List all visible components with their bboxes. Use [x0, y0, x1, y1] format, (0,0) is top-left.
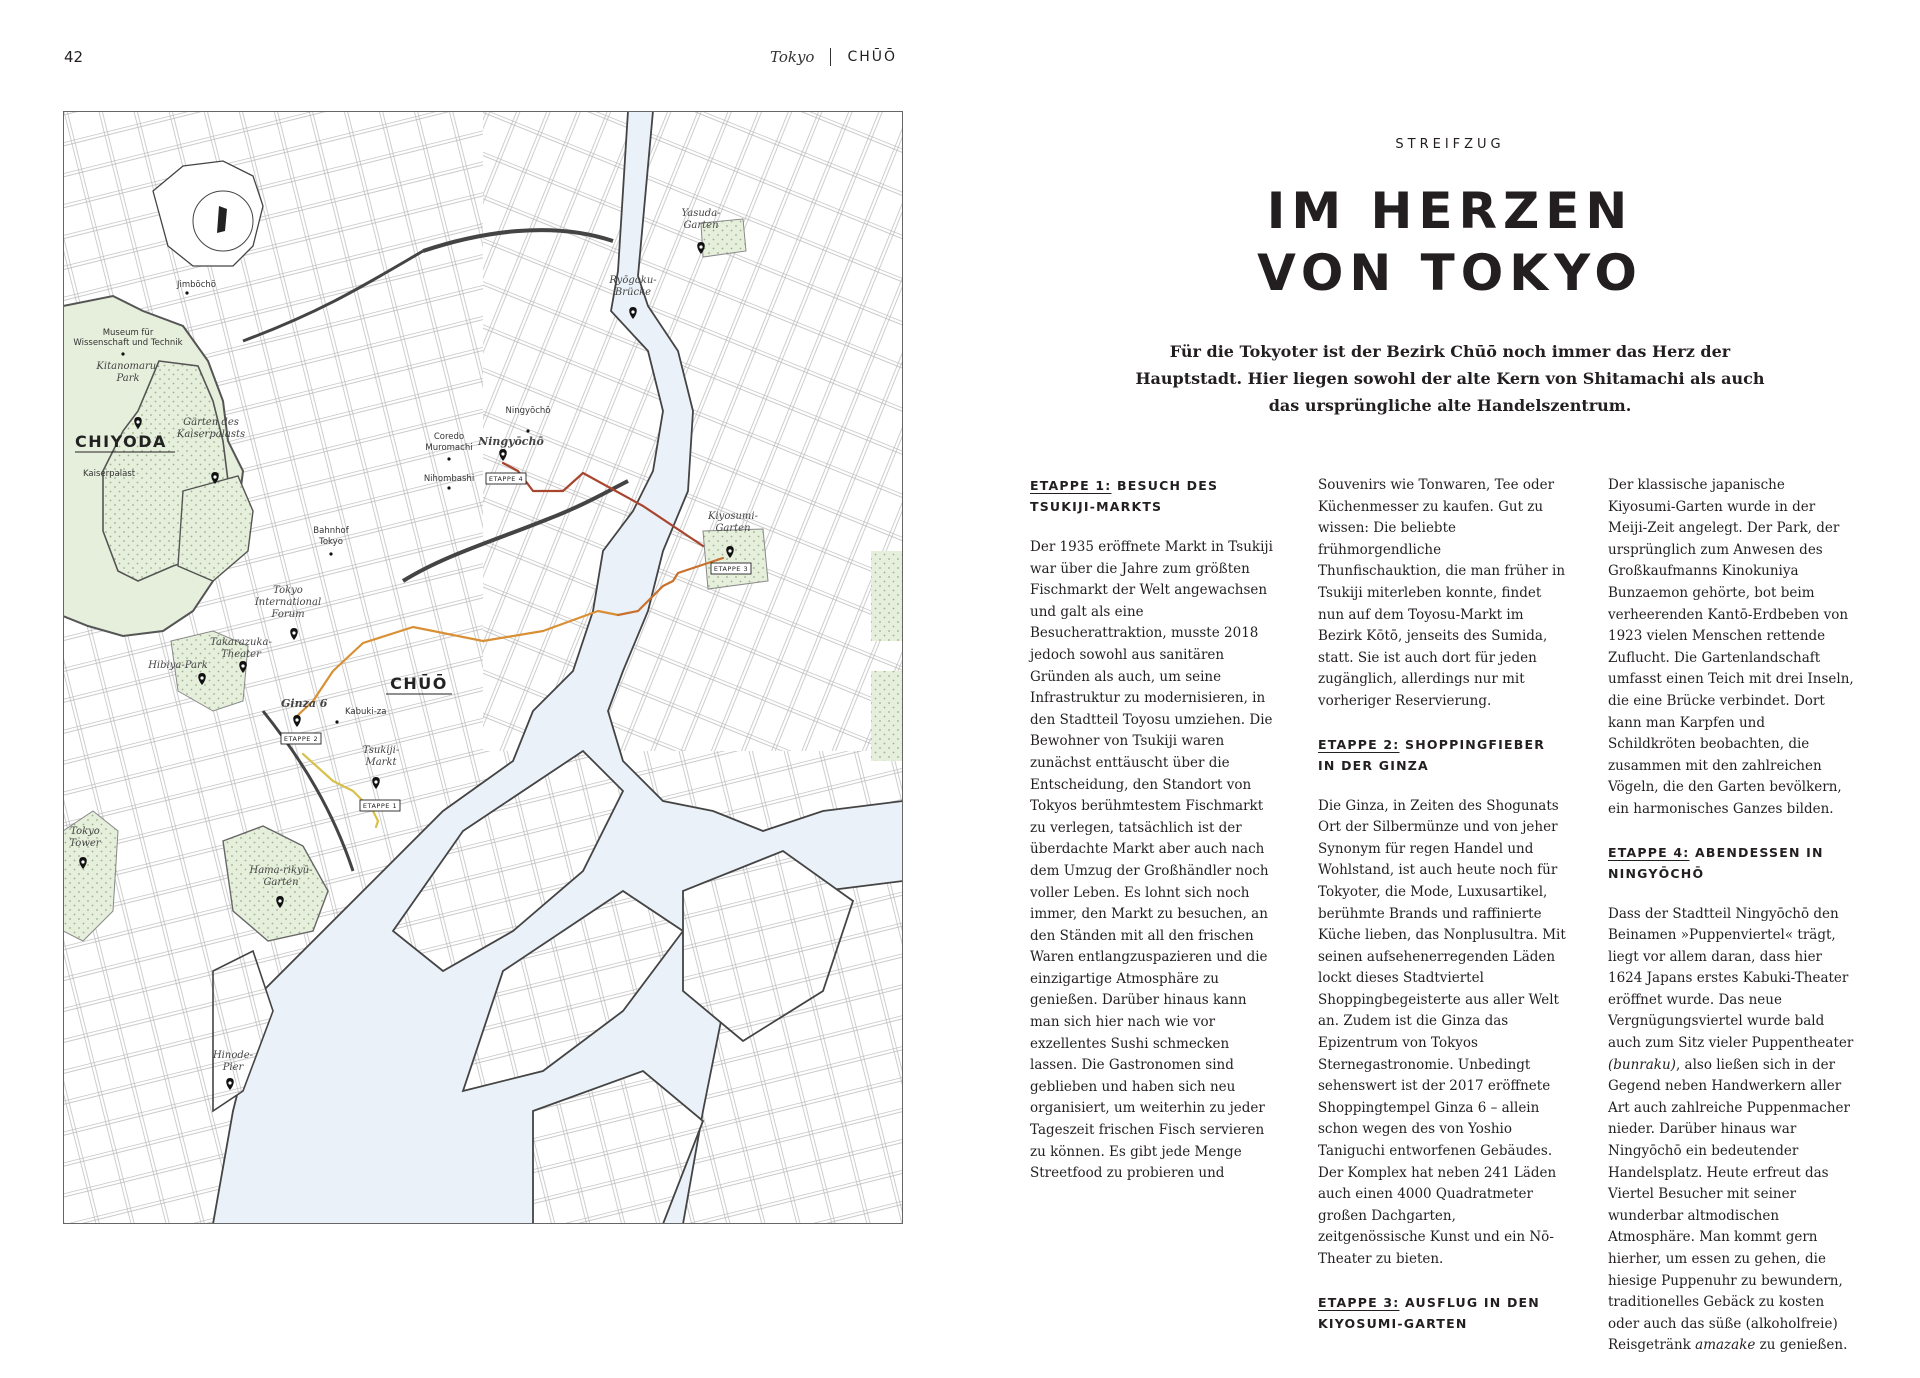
label-ningyocho: Ningyōchō — [478, 435, 544, 448]
page-title-line-1: IM HERZEN — [1266, 182, 1634, 240]
etappe-2-label: ETAPPE 2: — [1318, 736, 1400, 752]
etappe-3-tag: ETAPPE 3 — [713, 565, 749, 573]
etappe-2-heading — [1318, 734, 1566, 776]
etappe-1-title: BESUCH DES TSUKIJI-MARKTS — [1030, 478, 1219, 514]
dot-ningyocho — [526, 429, 529, 432]
kiyosumi-garden-area — [703, 529, 768, 589]
label-museum-2: Wissenschaft und Technik — [73, 338, 183, 348]
dot-bahnhof — [329, 552, 332, 555]
label-hibiya: Hibiya-Park — [148, 660, 208, 671]
running-header-district: CHŪŌ — [847, 49, 898, 65]
etappe-4-label: ETAPPE 4: — [1608, 844, 1690, 860]
text-column-1 — [1030, 475, 1278, 1206]
label-tokyo-tower-1: Tokyo — [70, 826, 100, 837]
etappe-4-tag: ETAPPE 4 — [488, 475, 524, 483]
label-hamarikyu-1: Hama-rikyū- — [249, 865, 313, 876]
label-yasuda-2: Garten — [683, 220, 719, 231]
label-takarazuka-1: Takarazuka- — [210, 637, 272, 648]
label-kitanomaru-1: Kitanomaru- — [96, 361, 160, 372]
label-kiyosumi-2: Garten — [715, 523, 751, 534]
etappe-2-tag: ETAPPE 2 — [283, 735, 319, 743]
etappe-3-heading — [1318, 1292, 1566, 1334]
page-number: 42 — [64, 48, 84, 66]
label-bahnhof-2: Tokyo — [319, 537, 343, 547]
label-tsukiji-1: Tsukiji- — [362, 745, 400, 756]
label-jimbocho: Jimbōchō — [177, 280, 217, 290]
label-bahnhof-1: Bahnhof — [313, 526, 349, 536]
running-header — [770, 48, 897, 66]
label-chiyoda: CHIYODA — [75, 432, 167, 451]
label-forum-2: International — [254, 597, 322, 608]
label-kaiserpalast: Kaiserpalast — [83, 469, 136, 479]
etappe-4-text-em2: amazake — [1695, 1337, 1756, 1354]
page-title — [1100, 180, 1800, 304]
etappe-1-tag: ETAPPE 1 — [362, 802, 398, 810]
etappe-1-label: ETAPPE 1: — [1030, 478, 1112, 493]
etappe-4-text-a: Dass der Stadtteil Ningyōchō den Beinamen »Puppenviertel« trägt, liegt vor allem daran, dass hier 1624 Japans erstes Kabuki-Theater eröffnet wurde. Das neue Vergnügungsviertel wurde bald auch zum Sitz vieler Puppentheater — [1608, 905, 1854, 1052]
label-coredo-2: Muromachi — [425, 443, 473, 453]
etappe-4-text — [1608, 904, 1856, 1357]
label-ginza6: Ginza 6 — [281, 697, 328, 710]
street-grid-east — [483, 111, 903, 751]
text-column-2 — [1318, 475, 1566, 1355]
label-hinode-1: Hinode- — [212, 1050, 254, 1061]
intro-paragraph: Für die Tokyoter ist der Bezirk Chūō noch immer das Herz der Hauptstadt. Hier liegen sowohl der alte Kern von Shitamachi als auch das ursprüngliche alte Handelszentrum. — [1135, 342, 1765, 415]
label-museum-1: Museum für — [102, 328, 154, 338]
etappe-4-text-c: zu genießen. — [1755, 1337, 1848, 1354]
label-kabukiza: Kabuki-za — [345, 707, 387, 717]
east-park-2 — [871, 671, 903, 761]
text-column-3 — [1608, 475, 1856, 1378]
label-ningyocho-small: Ningyōchō — [505, 406, 551, 416]
etappe-4-text-b: , also ließen sich in der Gegend neben Handwerkern aller Art auch zahlreiche Puppenmacher nieder. Darüber hinaus war Ningyōchō ein bedeutender Handelsplatz. Heute erfreut das Viertel Besucher mit seiner wunderbar altmodischen Atmosphäre. Man kommt gern hierher, um essen zu gehen, die hiesige Puppenuhr zu bewundern, traditionelles Gebäck zu kosten oder auch das süße (alkoholfreie) Reisgetränk — [1608, 1056, 1850, 1354]
district-map — [63, 111, 903, 1224]
label-forum-1: Tokyo — [273, 585, 303, 596]
dot-kabukiza — [335, 720, 338, 723]
label-hinode-2: Pier — [222, 1062, 244, 1073]
label-takarazuka-2: Theater — [221, 649, 261, 660]
etappe-1-heading — [1030, 475, 1278, 517]
label-gaerten-2: Kaiserpalasts — [176, 429, 246, 440]
dot-jimbocho — [185, 291, 188, 294]
label-coredo-1: Coredo — [433, 432, 465, 442]
etappe-1-text-continued: Souvenirs wie Tonwaren, Tee oder Küchenmesser zu kaufen. Gut zu wissen: Die beliebte frühmorgendliche Thunfischauktion, die man früher in Tsukiji miterleben konnte, findet nun auf dem Toyosu-Markt im Bezirk Kōtō, jenseits des Sumida, statt. Sie ist auch dort für jeden zugänglich, allerdings nur mit vorheriger Reservierung. — [1318, 477, 1566, 709]
page-title-line-2: VON TOKYO — [1257, 244, 1643, 302]
label-gaerten-1: Gärten des — [183, 417, 239, 428]
dot-coredo — [447, 457, 450, 460]
etappe-3-title: AUSFLUG IN DEN KIYOSUMI-GARTEN — [1318, 1294, 1540, 1331]
label-ryogoku-2: Brücke — [614, 287, 652, 298]
label-forum-3: Forum — [271, 609, 305, 620]
etappe-4-title: ABENDESSEN IN NINGYŌCHŌ — [1608, 844, 1824, 881]
label-yasuda-1: Yasuda- — [681, 208, 721, 219]
label-kitanomaru-2: Park — [116, 373, 140, 384]
label-hamarikyu-2: Garten — [263, 877, 299, 888]
dot-museum — [121, 352, 124, 355]
etappe-1-text: Der 1935 eröffnete Markt in Tsukiji war über die Jahre zum größten Fischmarkt der Welt angewachsen und galt als eine Besucherattraktion, musste 2018 jedoch sowohl aus sanitären Gründen als auch, um seine Infrastruktur zu modernisieren, in den Stadtteil Toyosu umziehen. Die Bewohner von Tsukiji waren zunächst enttäuscht über die Entscheidung, den Standort von Tokyos berühmtestem Fischmarkt zu verlegen, tatsächlich ist der überdachte Markt aber auch nach dem Umzug der Großhändler noch voller Leben. Es lohnt sich noch immer, den Markt zu besuchen, an den Ständen mit all den frischen Waren entlangzuspazieren und die einzigartige Atmosphäre zu genießen. Darüber hinaus kann man sich hier nach wie vor exzellentes Sushi schmecken lassen. Die Gastronomen sind geblieben und haben sich neu organisiert, um weiterhin zu jeder Tageszeit frischen Fisch servieren zu können. Es gibt jede Menge Streetfood zu probieren und — [1030, 539, 1273, 1182]
label-tokyo-tower-2: Tower — [69, 838, 101, 849]
label-chuo: CHŪŌ — [390, 674, 448, 693]
label-tsukiji-2: Markt — [365, 757, 397, 768]
east-park-1 — [871, 551, 903, 641]
running-header-divider — [830, 48, 831, 66]
dot-nihombashi — [447, 486, 450, 489]
etappe-2-text: Die Ginza, in Zeiten des Shogunats Ort der Silbermünze und von jeher Synonym für regen Handel und Wohlstand, ist auch heute noch für Tokyoter, die Mode, Luxusartikel, berühmte Brands und raffinierte Küche lieben, das Nonplusultra. Mit seinen aufsehenerregenden Läden lockt dieses Stadtviertel Shoppingbegeisterte aus aller Welt an. Zudem ist die Ginza das Epizentrum von Tokyos Sternegastronomie. Unbedingt sehenswert ist der 2017 eröffnete Shoppingtempel Ginza 6 – allein schon wegen des von Yoshio Taniguchi entworfenen Gebäudes. Der Komplex hat neben 241 Läden auch einen 4000 Quadratmeter großen Dachgarten, zeitgenössische Kunst und ein Nō-Theater zu bieten. — [1318, 797, 1566, 1267]
label-ryogoku-1: Ryōgoku- — [609, 275, 657, 286]
etappe-4-heading — [1608, 842, 1856, 884]
label-kiyosumi-1: Kiyosumi- — [708, 511, 758, 522]
etappe-2-title: SHOPPINGFIEBER IN DER GINZA — [1318, 736, 1546, 773]
etappe-3-text-continued: Der klassische japanische Kiyosumi-Garten wurde in der Meiji-Zeit angelegt. Der Park, der ursprünglich zum Anwesen des Großkaufmanns Kinokuniya Bunzaemon gehörte, bot beim verheerenden Kantō-Erdbeben von 1923 vielen Menschen rettende Zuflucht. Die Gartenlandschaft umfasst einen Teich mit drei Inseln, die eine Brücke verbindet. Dort kann man Karpfen und Schildkröten beobachten, die zusammen mit den zahlreichen Vögeln, die den Garten bevölkern, ein harmonisches Ganzes bilden. — [1608, 477, 1854, 817]
label-nihombashi: Nihombashi — [423, 474, 475, 484]
etappe-4-text-em: (bunraku) — [1608, 1056, 1676, 1073]
section-kicker: STREIFZUG — [1395, 137, 1505, 152]
etappe-3-label: ETAPPE 3: — [1318, 1294, 1400, 1310]
running-header-city: Tokyo — [770, 48, 815, 66]
